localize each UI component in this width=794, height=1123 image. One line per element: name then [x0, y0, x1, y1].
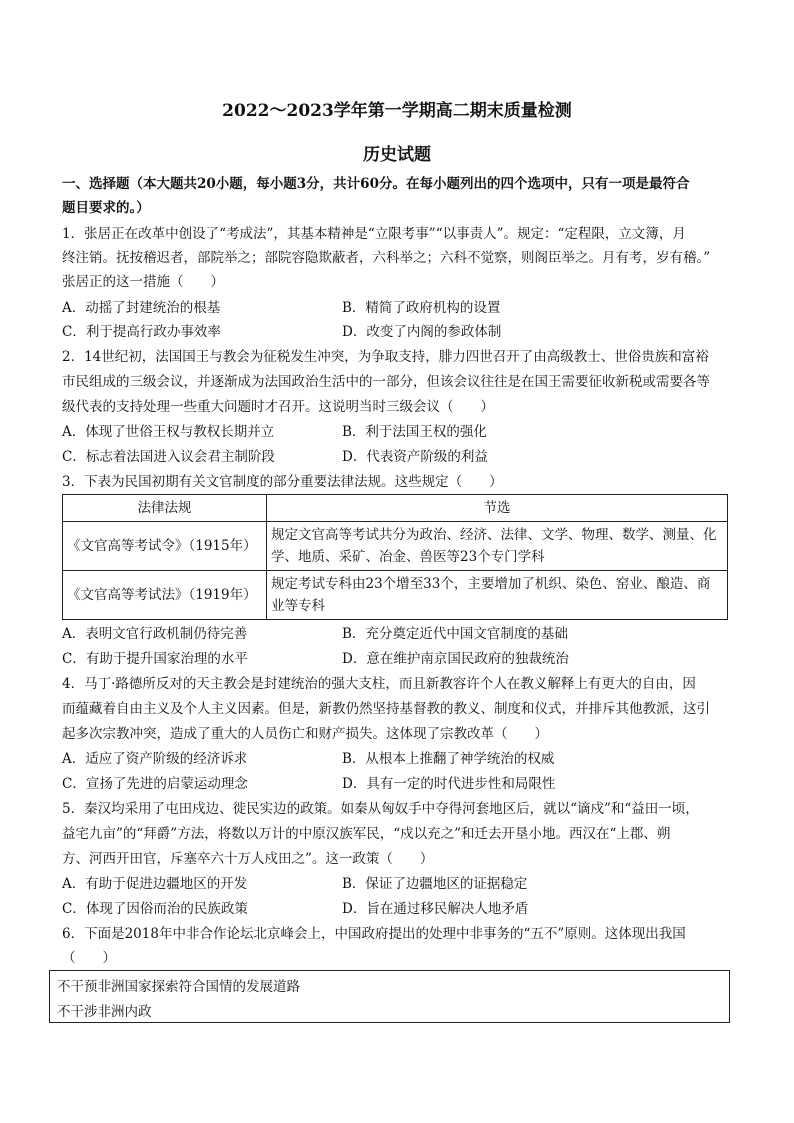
- q3-stem: 3．下表为民国初期有关文官制度的部分重要法律法规。这些规定（ ）: [62, 474, 503, 490]
- q6-stem-line1: 6．下面是2018年中非合作论坛北京峰会上，中国政府提出的处理中非事务的“五不”原则。这体现出我国: [62, 926, 686, 942]
- q5-stem-line1: 5．秦汉均采用了屯田戍边、徙民实边的政策。如秦从匈奴手中夺得河套地区后，就以“谪戍”和“益田一顷，: [62, 801, 699, 817]
- q2-option-c: C．标志着法国进入议会君主制阶段: [62, 449, 275, 465]
- principle-line: 不干预非洲国家探索符合国情的发展道路: [57, 979, 300, 995]
- section-heading-line2: 题目要求的。）: [62, 200, 150, 216]
- q1-option-d: D．改变了内阁的参政体制: [342, 324, 502, 340]
- q1-stem-line2: 终注销。抚按稽迟者，部院举之；部院容隐欺蔽者，六科举之；六科不觉察，则阁臣举之。月有考，岁有稽。”: [62, 250, 711, 266]
- q2-option-d: D．代表资产阶级的利益: [342, 449, 488, 465]
- principle-line: 不干涉非洲内政: [57, 1004, 152, 1020]
- q5-stem-line3: 方、河西开田官，斥塞卒六十万人戍田之”。这一政策（ ）: [62, 851, 434, 867]
- q2-option-b: B．利于法国王权的强化: [342, 424, 487, 440]
- laws-table: [62, 494, 728, 620]
- q2-stem-line2: 市民组成的三级会议，并逐渐成为法国政治生活中的一部分，但该会议往往是在国王需要征收新税或需要各等: [62, 374, 710, 390]
- table-header-excerpt: 节选: [267, 495, 728, 522]
- q4-option-d: D．具有一定的时代进步性和局限性: [342, 776, 556, 792]
- section-heading-line1: 一、选择题（本大题共20小题，每小题3分，共计60分。在每小题列出的四个选项中，只有一项是最符合: [62, 176, 690, 192]
- excerpt-line: 规定文官高等考试共分为政治、经济、法律、文学、物理、数学、测量、化: [271, 527, 717, 543]
- q1-option-c: C．利于提高行政办事效率: [62, 324, 221, 340]
- q3-option-c: C．有助于提升国家治理的水平: [62, 651, 248, 667]
- principles-box: [49, 970, 730, 1023]
- page-subtitle: 历史试题: [363, 145, 431, 165]
- q3-option-a: A．表明文官行政机制仍待完善: [62, 626, 248, 642]
- q2-option-a: A．体现了世俗王权与教权长期并立: [62, 424, 275, 440]
- q6-stem-line2: （ ）: [62, 950, 116, 966]
- q3-option-d: D．意在维护南京国民政府的独裁统治: [342, 651, 569, 667]
- excerpt-line: 规定考试专科由23个增至33个，主要增加了机织、染色、窑业、酿造、商: [271, 576, 711, 592]
- table-row: [63, 522, 728, 571]
- table-cell-law: 《文官高等考试法》（1919年）: [63, 571, 267, 620]
- q4-option-b: B．从根本上推翻了神学统治的权威: [342, 751, 555, 767]
- table-row: [63, 571, 728, 620]
- table-header-row: [63, 495, 728, 522]
- q1-option-b: B．精简了政府机构的设置: [342, 300, 501, 316]
- q4-option-c: C．宣扬了先进的启蒙运动理念: [62, 776, 248, 792]
- q3-option-b: B．充分奠定近代中国文官制度的基础: [342, 626, 568, 642]
- q5-option-a: A．有助于促进边疆地区的开发: [62, 876, 248, 892]
- q5-option-b: B．保证了边疆地区的证据稳定: [342, 876, 528, 892]
- q4-stem-line2: 而蕴藏着自由主义及个人主义因素。但是，新教仍然坚持基督教的教义、制度和仪式，并排斥其他教派，这引: [62, 701, 710, 717]
- table-cell-excerpt: [267, 571, 728, 620]
- q2-stem-line3: 级代表的支持处理一些重大问题时才召开。这说明当时三级会议（ ）: [62, 399, 494, 415]
- q4-stem-line3: 起多次宗教冲突，造成了重大的人员伤亡和财产损失。这体现了宗教改革（ ）: [62, 726, 548, 742]
- excerpt-line: 学、地质、采矿、冶金、兽医等23个专门学科: [271, 549, 545, 565]
- table-header-law: 法律法规: [63, 495, 267, 522]
- excerpt-line: 业等专科: [271, 598, 325, 614]
- q4-stem-line1: 4．马丁·路德所反对的天主教会是封建统治的强大支柱，而且新教容许个人在教义解释上有更大的自由，因: [62, 676, 696, 692]
- q1-option-a: A．动摇了封建统治的根基: [62, 300, 221, 316]
- q5-stem-line2: 益宅九亩”的“拜爵”方法，将数以万计的中原汉族军民，“戍以充之”和迁去开垦小地。西汉在“上郡、朔: [62, 826, 671, 842]
- page-title: 2022～2023学年第一学期高二期末质量检测: [222, 101, 572, 121]
- q5-option-d: D．旨在通过移民解决人地矛盾: [342, 901, 529, 917]
- q1-stem-line3: 张居正的这一措施（ ）: [62, 274, 224, 290]
- q1-stem-line1: 1．张居正在改革中创设了“考成法”，其基本精神是“立限考事”“以事责人”。规定：“定程限，立文簿，月: [62, 226, 686, 242]
- q5-option-c: C．体现了因俗而治的民族政策: [62, 901, 248, 917]
- q2-stem-line1: 2．14世纪初，法国国王与教会为征税发生冲突，为争取支持，腓力四世召开了由高级教士、世俗贵族和富裕: [62, 349, 709, 365]
- table-cell-excerpt: [267, 522, 728, 571]
- table-cell-law: 《文官高等考试令》（1915年）: [63, 522, 267, 571]
- q4-option-a: A．适应了资产阶级的经济诉求: [62, 751, 248, 767]
